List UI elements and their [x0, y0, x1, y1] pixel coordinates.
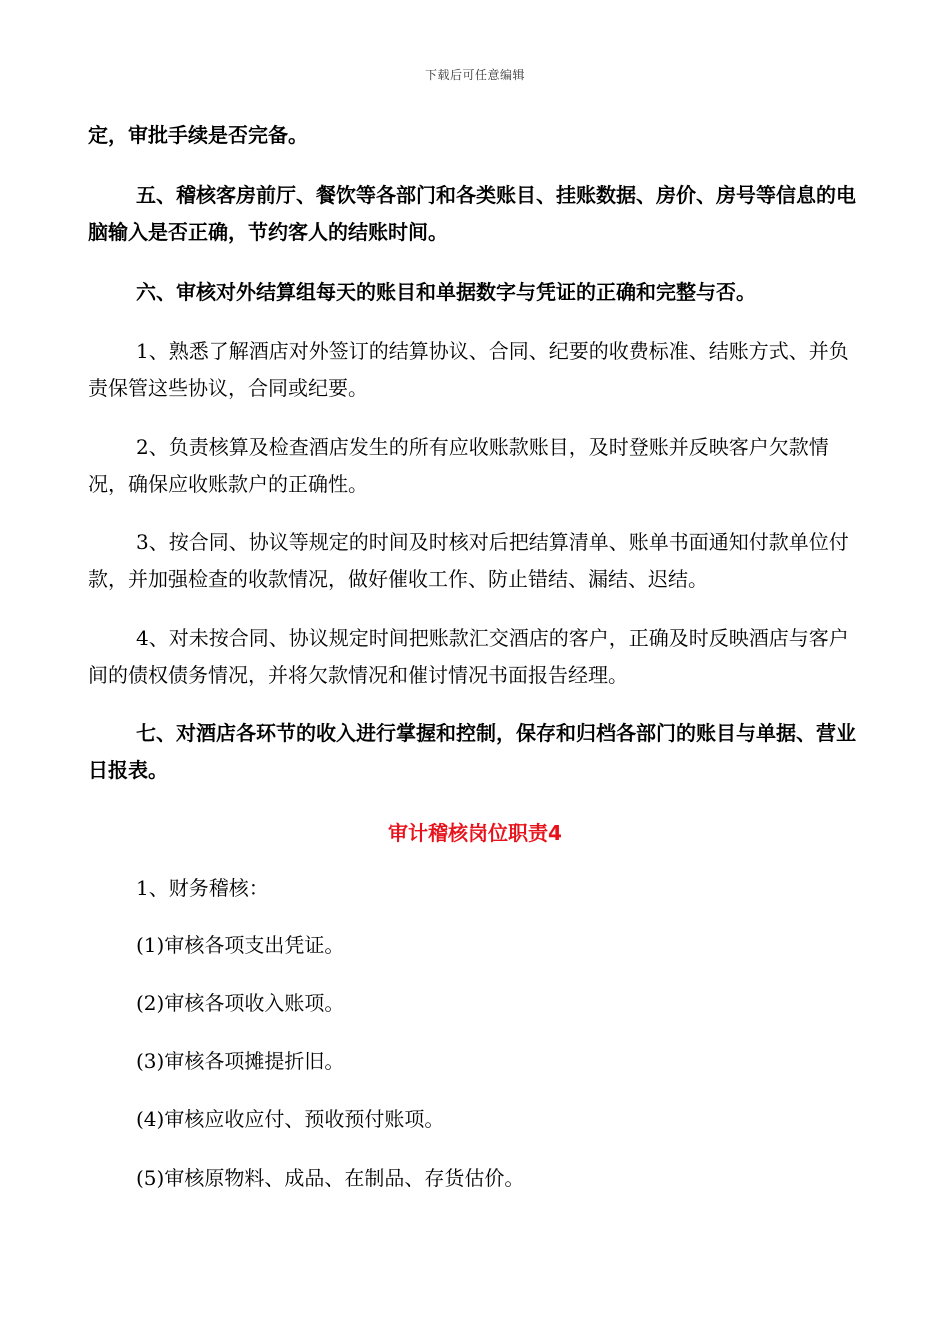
- list-item: (1)审核各项支出凭证。: [136, 933, 345, 957]
- list-item: (4)审核应收应付、预收预付账项。: [136, 1107, 445, 1131]
- paragraph-subitem-4: 4、对未按合同、协议规定时间把账款汇交酒店的客户，正确及时反映酒店与客户间的债权债务情况，并将欠款情况和催讨情况书面报告经理。: [88, 626, 849, 687]
- list-item-finance-audit: 1、财务稽核：: [136, 876, 269, 900]
- paragraph-subitem-3: 3、按合同、协议等规定的时间及时核对后把结算清单、账单书面通知付款单位付款，并加强检查的收款情况，做好催收工作、防止错结、漏结、迟结。: [88, 530, 849, 591]
- list-item: (2)审核各项收入账项。: [136, 991, 345, 1015]
- list-item: (5)审核原物料、成品、在制品、存货估价。: [136, 1166, 525, 1190]
- section-title: 审计稽核岗位职责4: [388, 821, 562, 845]
- paragraph-continuation: 定，审批手续是否完备。: [88, 123, 308, 147]
- paragraph-item-6: 六、审核对外结算组每天的账目和单据数字与凭证的正确和完整与否。: [136, 280, 756, 304]
- page-header: 下载后可任意编辑: [424, 68, 525, 82]
- paragraph-subitem-1: 1、熟悉了解酒店对外签订的结算协议、合同、纪要的收费标准、结账方式、并负责保管这些协议，合同或纪要。: [88, 339, 849, 400]
- list-item: (3)审核各项摊提折旧。: [136, 1049, 345, 1073]
- paragraph-item-7: 七、对酒店各环节的收入进行掌握和控制，保存和归档各部门的账目与单据、营业日报表。: [88, 721, 856, 782]
- paragraph-item-5: 五、稽核客房前厅、餐饮等各部门和各类账目、挂账数据、房价、房号等信息的电脑输入是否正确，节约客人的结账时间。: [88, 183, 856, 244]
- paragraph-subitem-2: 2、负责核算及检查酒店发生的所有应收账款账目，及时登账并反映客户欠款情况，确保应收账款户的正确性。: [88, 435, 829, 496]
